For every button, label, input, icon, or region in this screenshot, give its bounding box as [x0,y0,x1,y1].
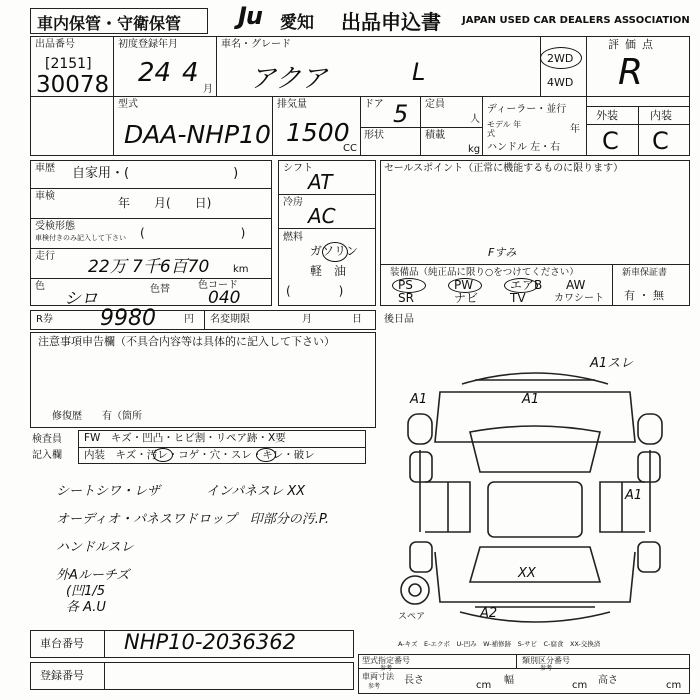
ju-logo: Ju [238,2,263,30]
equip-item: SR [398,291,414,305]
inspector-label: 検査員 [32,434,62,445]
reg-no-label: 登録番号 [40,669,84,682]
load-unit: kg [468,144,481,155]
warranty-label: 新車保証書 [622,268,668,278]
int-label: 内装 [650,109,672,122]
score-label: 評価点 [608,38,659,51]
fuel-paren: ( ) [286,284,344,298]
sales-point-label: セールスポイント（正常に機能するものに限ります） [384,163,624,174]
month-unit: 月 [302,314,312,325]
cap-label: 定員 [425,99,445,110]
length-label: 長さ [404,675,424,686]
fuel-gas-circle [322,242,348,262]
width-label: 幅 [504,675,514,686]
shift-label: シフト [283,163,313,174]
repair-label: 修復歴 有（箇所 [52,411,142,422]
grade: L [412,58,426,86]
reg-month: 4 [182,58,199,88]
fw-row: FW キズ・凹凸・ヒビ割・リペア跡・X要 [84,432,286,444]
ext-label: 外装 [596,109,618,122]
equip-label: 装備品（純正品に限り○をつけてください） [390,267,579,278]
equip-item: PS [398,278,413,292]
recycle-label: R券 [36,314,53,325]
ref-label-b: 参考 [540,665,553,672]
color-code-label: 色コード [198,280,238,291]
lot-number: 30078 [36,72,110,98]
mileage-unit: km [233,264,249,275]
ac-label: 冷房 [283,197,303,208]
hand-note: (凹1/5 [66,584,105,599]
car-diagram [380,332,690,642]
cm-width: cm [572,680,588,691]
equip-item: TV [510,291,526,305]
height-label: 高さ [598,675,618,686]
dealer-label: ディーラー・並行 [487,104,567,115]
form-title: 出品申込書 [341,10,441,34]
form-no-label: 型式指定番号 [362,656,410,665]
history-value: 自家用・( ) [72,166,239,181]
org-name: 愛知 [280,13,314,33]
hand-note: ハンドルスレ [56,540,134,555]
drive-2wd: 2WD [547,52,574,65]
cap-unit: 人 [470,114,480,125]
scuff-circle [256,448,276,462]
score-value: R [618,52,644,93]
mark-a1-scuff: A1スレ [590,356,634,371]
int-row: 内装 キズ・汚レ・コゲ・穴・スレ・キレ・破レ [84,449,315,461]
warranty-value: 有 ・ 無 [624,289,664,302]
mark-a2: A2 [480,606,498,621]
cm-length: cm [476,680,492,691]
ref-label-c: 参考 [368,683,381,690]
name-change-label: 名変期限 [210,314,250,325]
recv-value: ( ) [140,226,246,240]
hand-note: オーディオ・パネスワドロップ 印部分の汚.P. [56,512,330,527]
lot-sub: [2151] [45,56,92,72]
color-change-label: 色替 [150,284,170,295]
recycle-unit: 円 [184,314,194,325]
inspect-label: 車検 [35,191,55,202]
chassis-label: 車台番号 [40,637,84,650]
caution-label: 注意事項申告欄（不具合内容等は具体的に記入して下さい） [38,335,335,348]
hand-note: 外Aルーチズ [56,568,130,583]
model-year-label: モデル 年式 [487,120,522,138]
int-value: C [652,127,669,155]
recv-note: 車検付きのみ記入して下さい [35,234,126,242]
mark-xx: XX [518,566,536,581]
diagram-legend: A-キズ E-エクボ U-凹み W-補修跡 S-サビ C-腐食 XX-交換済 [398,640,601,648]
day-unit: 日 [352,314,362,325]
reg-year: 24 [138,58,172,88]
door-value: 5 [393,100,409,128]
drive-2wd-circle [540,47,582,69]
model-label: 型式 [118,99,138,110]
equip-item: カワシート [554,293,604,304]
recv-label: 受検形態 [35,221,75,232]
entry-label: 記入欄 [32,450,62,461]
mileage-value: 22万 7千6百70 [88,257,210,277]
fuel-gas: ガソリン [310,244,359,258]
storage-note-box [30,8,208,34]
recycle-value: 9980 [100,306,156,331]
car-label: 車名・グレード [221,39,291,50]
disp-value: 1500 [286,118,350,147]
disp-unit: CC [343,143,357,154]
car-name: アクア [250,64,328,94]
ext-value: C [602,127,619,155]
equip-item: PW [454,278,474,292]
inspect-value: 年 月( 日) [118,196,212,210]
hand-note: 各 A.U [66,600,106,615]
color-code-value: 040 [208,288,241,308]
shape-label: 形状 [364,130,384,141]
storage-note: 車内保管・守衛保管 [37,14,182,33]
mileage-label: 走行 [35,251,55,262]
fuel-label: 燃料 [283,232,303,243]
chassis-value: NHP10-2036362 [124,630,296,654]
spare-label: スペア [398,612,426,622]
mark-a1-left: A1 [410,392,428,407]
ac-value: AC [308,204,336,228]
disp-label: 排気量 [277,99,307,110]
size-label: 車両寸法 [362,672,394,681]
rear-label: 後日品 [384,314,414,325]
equip-item: AW [566,278,586,292]
form-title-en: JAPAN USED CAR DEALERS ASSOCIATION [462,15,690,26]
equip-item: エアB [510,278,543,292]
history-label: 車歴 [35,163,55,174]
handle-label: ハンドル 左・右 [487,142,561,153]
door-label: ドア [364,99,384,110]
lot-label: 出品番号 [35,39,75,50]
mark-a1-front: A1 [522,392,540,407]
color-value: シロ [64,289,98,309]
recycle-block [30,310,376,330]
drive-4wd: 4WD [547,76,574,89]
reg-label: 初度登録年月 [118,39,178,50]
dirt-circle [153,448,173,462]
shift-value: AT [308,170,333,194]
equipment-grid [386,280,608,306]
reg-month-unit: 月 [203,84,213,95]
equip-note: Fすみ [488,246,517,259]
hand-note: シートシワ・レザ [56,484,161,499]
year-unit: 年 [570,124,580,135]
model-value: DAA-NHP10 [124,120,271,149]
category-no-label: 類別区分番号 [522,656,570,665]
mark-a1-right: A1 [625,488,643,503]
ref-label-a: 参考 [380,665,393,672]
hand-note: インパネスレ XX [206,484,306,499]
equip-item: ナビ [454,291,479,305]
load-label: 積載 [425,130,445,141]
handwritten-notes [56,480,376,620]
cm-height: cm [666,680,682,691]
color-label: 色 [35,281,45,292]
fuel-diesel: 軽 油 [310,264,347,278]
